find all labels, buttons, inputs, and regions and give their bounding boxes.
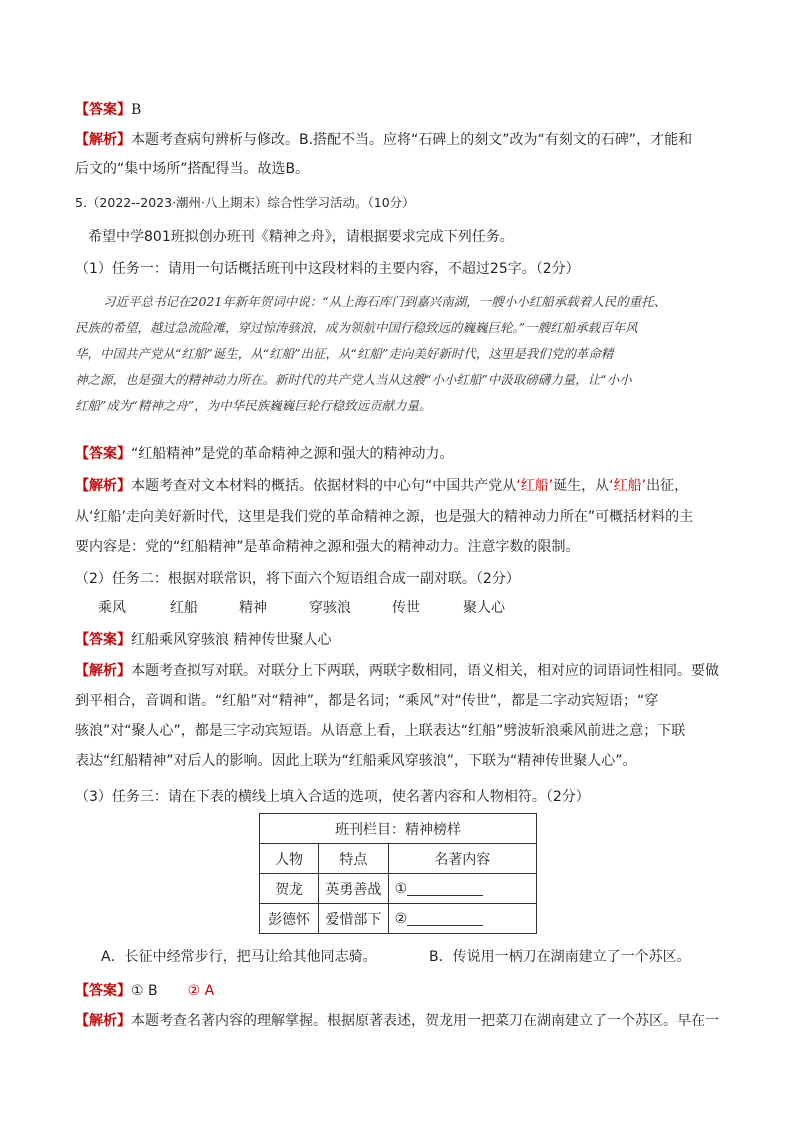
answer-line-task-1: 【答案】“红船精神”是党的革命精神之源和强大的精神动力。 xyxy=(75,446,454,462)
quote-line: 民族的希望，越过急流险滩，穿过惊涛骇浪，成为领航中国行稳致远的巍巍巨轮。”一艘红船承载百年风 xyxy=(75,320,638,335)
analysis-tag: 【解析】 xyxy=(75,132,131,148)
answer-line-task-2: 【答案】红船乘风穿骇浪 精神传世聚人心 xyxy=(75,632,332,648)
analysis-line-task-1-cont: 从‘红船’走向美好新时代，这里是我们党的革命精神之源，也是强大的精神动力所在”可概括材料的主 xyxy=(75,509,694,525)
answer-blank xyxy=(407,881,483,896)
table-row xyxy=(260,874,537,904)
analysis-line-task-2-cont: 表达“红船精神”对后人的影响。因此上联为“红船乘风穿骇浪”，下联为“精神传世聚人心”。 xyxy=(75,753,637,769)
phrase-item: 聚人心 xyxy=(463,600,505,616)
analysis-line-task-1: 【解析】本题考查对文本材料的概括。依据材料的中心句“中国共产党从‘红船’诞生，从‘红船’出征， xyxy=(75,478,689,494)
question-title: 5.（2022--2023·潮州·八上期末）综合性学习活动。（10分） xyxy=(75,195,415,210)
answer-line-q4 xyxy=(75,98,725,122)
analysis-text: 本题考查病句辨析与修改。B.搭配不当。应将“石碑上的刻文”改为“有刻文的石碑”，才能和 xyxy=(131,132,693,148)
question-5-header xyxy=(75,191,725,215)
table-cell: ② xyxy=(388,904,536,934)
analysis-line-task-1-cont: 要内容是：党的“红船精神”是革命精神之源和强大的精神动力。注意字数的限制。 xyxy=(75,539,580,555)
phrase-item: 红船 xyxy=(170,600,198,616)
analysis-line-task-2-cont: 骇浪”对“聚人心”，都是三字动宾短语。从语意上看，上联表达“红船”劈波斩浪乘风前进之意；下联 xyxy=(75,723,686,739)
option-b: B．传说用一柄刀在湖南建立了一个苏区。 xyxy=(429,949,691,965)
phrase-item: 穿骇浪 xyxy=(309,600,351,616)
task-2-prompt: （2）任务二：根据对联常识，将下面六个短语组合成一副对联。（2分） xyxy=(75,571,520,587)
task-3-prompt: （3）任务三：请在下表的横线上填入合适的选项，使名著内容和人物相符。（2分） xyxy=(75,789,590,805)
task-1-prompt: （1）任务一：请用一句话概括班刊中这段材料的主要内容，不超过25字。（2分） xyxy=(75,261,580,277)
answer-line-task-3: 【答案】① B ② A xyxy=(75,983,215,999)
table-row xyxy=(260,904,537,934)
table-caption: 班刊栏目：精神榜样 xyxy=(260,814,537,844)
table-cell: 彭德怀 xyxy=(260,904,319,934)
phrase-item: 精神 xyxy=(239,600,267,616)
phrase-options xyxy=(0,597,794,621)
quote-line: 华，中国共产党从“红船”诞生，从“红船”出征，从“红船”走向美好新时代，这里是我们党的革命精 xyxy=(75,346,614,361)
table-cell: 爱惜部下 xyxy=(319,904,389,934)
answer-blank xyxy=(407,911,483,926)
table-cell: ① xyxy=(388,874,536,904)
answer-value: B xyxy=(131,102,142,118)
analysis-line-q4-cont xyxy=(75,157,725,181)
table-header: 人物 xyxy=(260,844,319,874)
phrase-item: 乘风 xyxy=(98,600,126,616)
table-cell: 贺龙 xyxy=(260,874,319,904)
analysis-text: 后文的“集中场所”搭配得当。故选B。 xyxy=(75,161,310,177)
table-cell: 英勇善战 xyxy=(319,874,389,904)
option-a: A．长征中经常步行，把马让给其他同志骑。 xyxy=(101,949,377,965)
table-header: 名著内容 xyxy=(388,844,536,874)
quote-line: 红船”成为“精神之舟”，为中华民族巍巍巨轮行稳致远贡献力量。 xyxy=(75,398,432,413)
quote-line: 习近平总书记在2021年新年贺词中说：“从上海石库门到嘉兴南湖，一艘小小红船承载着人民的重托、 xyxy=(103,294,667,309)
analysis-line-q4 xyxy=(75,128,725,152)
table-header: 特点 xyxy=(319,844,389,874)
analysis-line-task-2-cont: 到平相合，音调和谐。“红船”对“精神”，都是名词；“乘风”对“传世”，都是二字动宾短语；“穿 xyxy=(75,693,659,709)
analysis-line-task-2: 【解析】本题考查拟写对联。对联分上下两联，两联字数相同，语义相关，相对应的词语词性相同。要做 xyxy=(75,663,719,679)
phrase-item: 传世 xyxy=(392,600,420,616)
role-model-table xyxy=(259,813,537,934)
question-5-intro: 希望中学801班拟创办班刊《精神之舟》，请根据要求完成下列任务。 xyxy=(88,229,514,245)
quote-line: 神之源，也是强大的精神动力所在。新时代的共产党人当从这艘“小小红船”中汲取磅礴力量，让“小小 xyxy=(75,372,632,387)
analysis-line-task-3: 【解析】本题考查名著内容的理解掌握。根据原著表述，贺龙用一把菜刀在湖南建立了一个苏区。早在一 xyxy=(75,1013,719,1029)
answer-tag: 【答案】 xyxy=(75,102,131,118)
